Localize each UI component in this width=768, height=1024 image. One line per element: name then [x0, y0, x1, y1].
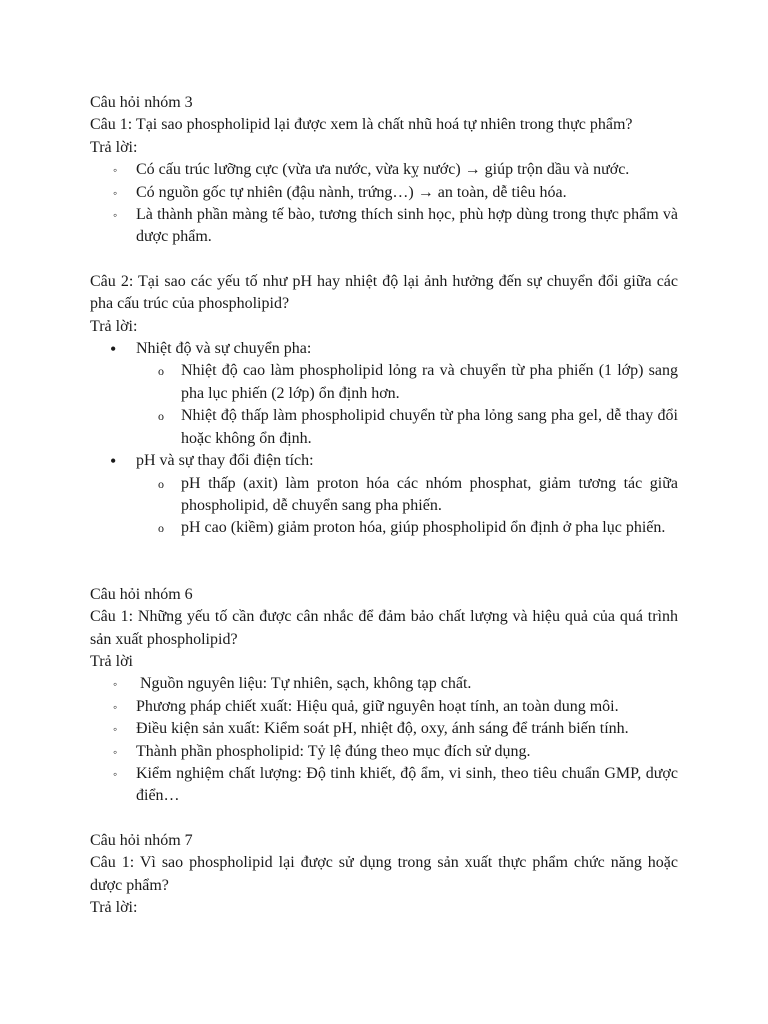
question-text: Câu 1: Những yếu tố cần được cân nhắc để đảm bảo chất lượng và hiệu quả của quá trình sản xuất phospholipid?	[90, 608, 678, 648]
list-item-text: Kiểm nghiệm chất lượng: Độ tinh khiết, độ ẩm, vi sinh, theo tiêu chuẩn GMP, dược điển…	[136, 764, 678, 805]
bullet-marker: •	[110, 451, 117, 472]
document-page	[90, 92, 678, 919]
sub-list-item	[90, 405, 678, 450]
section-heading: Câu hỏi nhóm 3	[90, 94, 193, 111]
bullet-marker: ◦	[113, 744, 118, 759]
sub-list	[90, 360, 678, 450]
answer-list	[90, 159, 678, 249]
answer-label: Trả lời	[90, 652, 133, 670]
list-item-text: Nhiệt độ cao làm phospholipid lỏng ra và chuyển từ pha phiến (1 lớp) sang pha lục phiến (2 lớp) ổn định hơn.	[181, 362, 678, 402]
list-item	[90, 182, 678, 204]
answer-label: Trả lời:	[90, 317, 138, 335]
list-item-text: Có cấu trúc lưỡng cực (vừa ưa nước, vừa kỵ nước) → giúp trộn dầu và nước.	[136, 161, 630, 179]
answer-label: Trả lời:	[90, 138, 138, 156]
section-group-6	[90, 584, 678, 808]
list-item-text: Điều kiện sản xuất: Kiểm soát pH, nhiệt độ, oxy, ánh sáng để tránh biến tính.	[136, 720, 629, 738]
list-item-text: pH cao (kiềm) giảm proton hóa, giúp phospholipid ổn định ở pha lục phiến.	[181, 519, 666, 537]
sub-list-item	[90, 360, 678, 405]
bullet-marker: ◦	[113, 185, 118, 200]
bullet-marker: ◦	[113, 699, 118, 714]
list-item-text: Thành phần phospholipid: Tỷ lệ đúng theo mục đích sử dụng.	[136, 742, 531, 760]
section-group-3	[90, 92, 678, 540]
list-item	[90, 741, 678, 763]
list-item	[90, 338, 678, 360]
list-item	[90, 763, 678, 808]
question-text: Câu 1: Tại sao phospholipid lại được xem là chất nhũ hoá tự nhiên trong thực phẩm?	[90, 116, 633, 134]
list-item-text: Là thành phần màng tế bào, tương thích sinh học, phù hợp dùng trong thực phẩm và dược phẩm.	[136, 206, 678, 246]
list-item-text: Phương pháp chiết xuất: Hiệu quả, giữ nguyên hoạt tính, an toàn dung môi.	[136, 697, 619, 715]
bullet-marker: ◦	[113, 208, 118, 223]
sub-bullet-marker: o	[158, 521, 164, 536]
list-item	[90, 696, 678, 718]
list-item-text: Nguồn nguyên liệu: Tự nhiên, sạch, không tạp chất.	[136, 675, 472, 693]
sub-list	[90, 473, 678, 540]
list-item	[90, 718, 678, 740]
bullet-marker: ◦	[113, 722, 118, 737]
sub-list-item	[90, 473, 678, 518]
question-text: Câu 2: Tại sao các yếu tố như pH hay nhiệt độ lại ảnh hưởng đến sự chuyển đổi giữa các pha cấu trúc của phospholipid?	[90, 272, 678, 313]
bullet-marker: ◦	[113, 677, 118, 692]
bullet-marker: •	[110, 339, 117, 360]
answer-list	[90, 673, 678, 807]
section-heading: Câu hỏi nhóm 7	[90, 831, 193, 849]
list-item-text: Nhiệt độ và sự chuyển pha:	[136, 340, 312, 358]
sub-bullet-marker: o	[158, 409, 164, 424]
list-item-text: pH thấp (axit) làm proton hóa các nhóm phosphat, giảm tương tác giữa phospholipid, dễ chuyển sang pha phiến.	[181, 474, 678, 514]
sub-bullet-marker: o	[158, 476, 164, 491]
answer-list	[90, 338, 678, 360]
list-item	[90, 204, 678, 249]
list-item-text: Có nguồn gốc tự nhiên (đậu nành, trứng…) → an toàn, dễ tiêu hóa.	[136, 183, 567, 201]
list-item-text: Nhiệt độ thấp làm phospholipid chuyển từ pha lỏng sang pha gel, dễ thay đổi hoặc không ổn định.	[181, 407, 678, 447]
answer-list	[90, 450, 678, 472]
bullet-marker: ◦	[113, 766, 118, 781]
bullet-marker: ◦	[113, 163, 118, 178]
list-item	[90, 673, 678, 695]
list-item-text: pH và sự thay đổi điện tích:	[136, 452, 314, 470]
sub-bullet-marker: o	[158, 364, 164, 379]
answer-label: Trả lời:	[90, 899, 138, 916]
question-text: Câu 1: Vì sao phospholipid lại được sử dụng trong sản xuất thực phẩm chức năng hoặc dược phẩm?	[90, 854, 678, 894]
sub-list-item	[90, 517, 678, 539]
section-heading: Câu hỏi nhóm 6	[90, 585, 193, 603]
section-group-7	[90, 830, 678, 920]
list-item	[90, 450, 678, 472]
list-item	[90, 159, 678, 181]
